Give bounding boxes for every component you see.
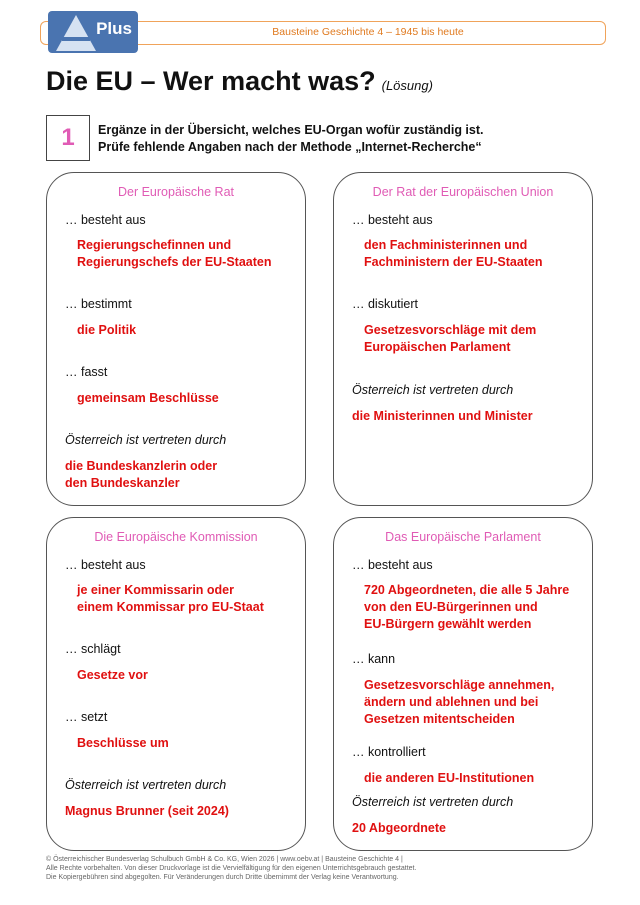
answer-line: Gesetzesvorschläge mit dem — [364, 323, 537, 337]
answer-line: Fachministern der EU-Staaten — [364, 255, 543, 269]
answer-line: Magnus Brunner (seit 2024) — [65, 804, 229, 818]
task-number: 1 — [46, 115, 90, 161]
answer-line: Gesetze vor — [77, 668, 148, 682]
label-implements: … setzt — [65, 710, 108, 724]
label-consists: … besteht aus — [65, 213, 146, 227]
triangle-icon — [56, 15, 96, 51]
title-text: Die EU – Wer macht was? — [46, 66, 376, 96]
answer-line: die Bundeskanzlerin oder — [65, 459, 218, 473]
plus-logo — [48, 11, 138, 55]
card-council-eu — [333, 172, 593, 506]
copyright-footer — [46, 855, 416, 882]
label-consists: … besteht aus — [65, 558, 146, 572]
card-european-parliament — [333, 517, 593, 851]
task-line-1: Ergänze in der Übersicht, welches EU-Organ wofür zuständig ist. — [98, 123, 484, 137]
logo-stripe — [62, 37, 90, 41]
answer-line: die anderen EU-Institutionen — [364, 771, 535, 785]
answer-line: Europäischen Parlament — [364, 340, 511, 354]
card-title: Die Europäische Kommission — [94, 530, 258, 544]
answer-line: Gesetzesvorschläge annehmen, — [364, 678, 555, 692]
series-subtitle: Bausteine Geschichte 4 – 1945 bis heute — [272, 26, 464, 38]
card-title: Das Europäische Parlament — [385, 530, 541, 544]
label-controls: … kontrolliert — [352, 745, 426, 759]
answer-line: 720 Abgeordneten, die alle 5 Jahre — [364, 583, 570, 597]
footer-line-2: Alle Rechte vorbehalten. Von dieser Druckvorlage ist die Vervielfältigung für den eigenen Unterrichtsgebrauch gestattet. — [46, 865, 417, 872]
answer-line: Regierungschefinnen und — [77, 238, 232, 252]
answer-line: Gesetzen mitentscheiden — [364, 712, 515, 726]
answer-line: die Ministerinnen und Minister — [352, 409, 533, 423]
task-instructions — [98, 122, 484, 156]
label-can: … kann — [352, 652, 396, 666]
answer-line: einem Kommissar pro EU-Staat — [77, 600, 264, 614]
card-european-council — [46, 172, 306, 506]
answer-line: je einer Kommissarin oder — [77, 583, 235, 597]
answer-line: den Bundeskanzler — [65, 476, 180, 490]
card-title: Der Rat der Europäischen Union — [372, 185, 554, 199]
label-consists: … besteht aus — [352, 558, 433, 572]
answer-line: den Fachministerinnen und — [364, 238, 528, 252]
answer-line: EU-Bürgern gewählt werden — [364, 617, 532, 631]
title-note: (Lösung) — [381, 78, 433, 93]
answer-line: 20 Abgeordnete — [352, 821, 447, 835]
answer-line: die Politik — [77, 323, 137, 337]
answer-line: von den EU-Bürgerinnen und — [364, 600, 538, 614]
label-consists: … besteht aus — [352, 213, 433, 227]
answer-line: Beschlüsse um — [77, 736, 169, 750]
label-decides: … fasst — [65, 365, 108, 379]
label-determines: … bestimmt — [65, 297, 132, 311]
card-european-commission — [46, 517, 306, 851]
answer-line: Regierungschefs der EU-Staaten — [77, 255, 272, 269]
task-line-2: Prüfe fehlende Angaben nach der Methode „Internet-Recherche“ — [98, 140, 482, 154]
footer-line-1: © Österreichischer Bundesverlag Schulbuch GmbH & Co. KG, Wien 2026 | www.oebv.at | Bausteine Geschichte 4 | — [46, 856, 403, 863]
page-title — [46, 66, 433, 97]
label-austria: Österreich ist vertreten durch — [352, 795, 514, 809]
label-austria: Österreich ist vertreten durch — [65, 778, 227, 792]
label-discusses: … diskutiert — [352, 297, 418, 311]
label-proposes: … schlägt — [65, 642, 121, 656]
footer-line-3: Die Kopiergebühren sind abgegolten. Für Veränderungen durch Dritte übernimmt der Verlag keine Verantwortung. — [46, 874, 399, 881]
label-austria: Österreich ist vertreten durch — [352, 383, 514, 397]
label-austria: Österreich ist vertreten durch — [65, 433, 227, 447]
answer-line: ändern und ablehnen und bei — [364, 695, 539, 709]
logo-text: Plus — [96, 19, 132, 38]
answer-line: gemeinsam Beschlüsse — [77, 391, 219, 405]
card-title: Der Europäische Rat — [117, 185, 235, 199]
